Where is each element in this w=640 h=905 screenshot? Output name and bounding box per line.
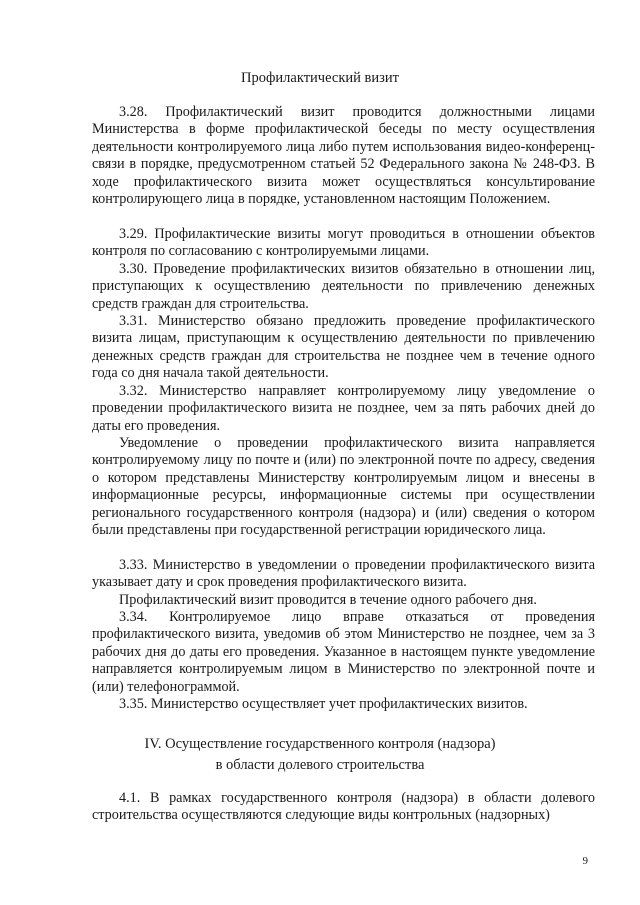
paragraph-3-33: 3.33. Министерство в уведомлении о проведении профилактического визита указывает дату и срок проведения профилактического визита. <box>92 557 595 591</box>
paragraph-3-32: 3.32. Министерство направляет контролируемому лицу уведомление о проведении профилактического визита не позднее, чем за пять рабочих дней до даты его проведения. <box>92 383 595 434</box>
paragraph-4-1: 4.1. В рамках государственного контроля (надзора) в области долевого строительства осуществляются следующие виды контрольных (надзорных) <box>92 790 595 824</box>
page-number: 9 <box>582 855 588 867</box>
paragraph-3-35: 3.35. Министерство осуществляет учет профилактических визитов. <box>119 696 528 712</box>
paragraph-3-28: 3.28. Профилактический визит проводится должностными лицами Министерства в форме профилактической беседы по месту осуществления деятельности контролируемого лица либо путем использования видео-конференц-связи в порядке, предусмотренном статьей 52 Федерального закона № 248-ФЗ. В ходе профилактического визита может осуществляться консультирование контролирующего лица в порядке, установленном настоящим Положением. <box>92 104 595 208</box>
paragraph-3-30: 3.30. Проведение профилактических визитов обязательно в отношении лиц, приступающих к осуществлению деятельности по привлечению денежных средств граждан для строительства. <box>92 261 595 312</box>
paragraph-duration: Профилактический визит проводится в течение одного рабочего дня. <box>119 592 537 608</box>
chapter-title-line-1: IV. Осуществление государственного контроля (надзора) <box>144 736 496 752</box>
paragraph-3-29: 3.29. Профилактические визиты могут проводиться в отношении объектов контроля по согласованию с контролируемыми лицами. <box>92 226 595 260</box>
paragraph-3-31: 3.31. Министерство обязано предложить проведение профилактического визита лицам, приступающим к осуществлению деятельности по привлечению денежных средств граждан для строительства не позднее чем в течение одного года со дня начала такой деятельности. <box>92 313 595 382</box>
chapter-title-line-2: в области долевого строительства <box>215 757 425 773</box>
paragraph-3-34: 3.34. Контролируемое лицо вправе отказаться от проведения профилактического визита, уведомив об этом Министерство не позднее, чем за 3 рабочих дня до даты его проведения. Указанное в настоящем пункте уведомление направляется контролируемым лицом в Министерство по электронной почте и (или) телефонограммой. <box>92 609 595 695</box>
paragraph-notification: Уведомление о проведении профилактического визита направляется контролируемому лицу по почте и (или) по электронной почте по адресу, сведения о котором представлены Министерству контролируемым лицом и внесены в информационные ресурсы, информационные системы при осуществлении регионального государственного контроля (надзора) и (или) сведения о котором были представлены при государственной регистрации юридического лица. <box>92 435 595 539</box>
section-title: Профилактический визит <box>241 70 399 86</box>
